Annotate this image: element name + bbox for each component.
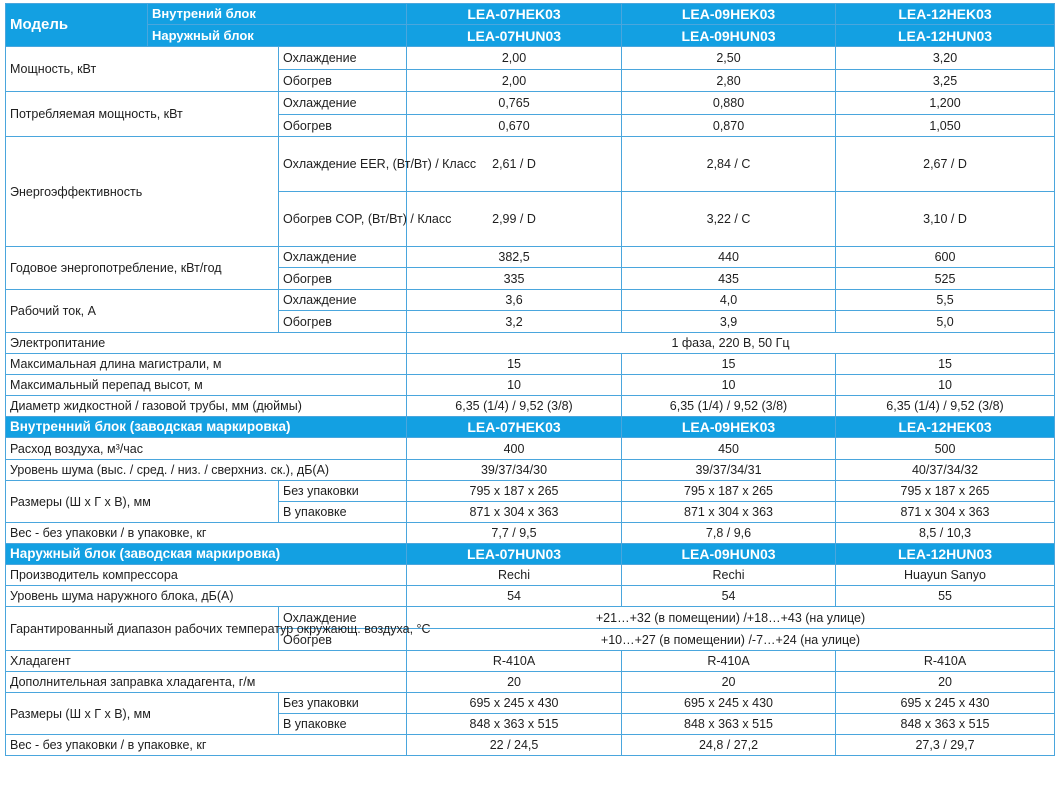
table-row (6, 523, 1055, 544)
current-cooling-1: 3,6 (407, 290, 622, 311)
indoor-section-model-3: LEA-12HEK03 (836, 417, 1055, 438)
efficiency-eer-3: 2,67 / D (836, 137, 1055, 192)
temp-range-cooling: +21…+32 (в помещении) /+18…+43 (на улице) (407, 607, 1055, 629)
efficiency-cop-3: 3,10 / D (836, 192, 1055, 247)
pipe-diameter-2: 6,35 (1/4) / 9,52 (3/8) (622, 396, 836, 417)
outdoor-weight-1: 22 / 24,5 (407, 735, 622, 756)
consumption-heating-3: 1,050 (836, 115, 1055, 137)
current-cooling-3: 5,5 (836, 290, 1055, 311)
efficiency-eer-label: Охлаждение EER, (Вт/Вт) / Класс (279, 137, 407, 192)
indoor-section-label: Внутренний блок (заводская маркировка) (6, 417, 407, 438)
indoor-noise-2: 39/37/34/31 (622, 460, 836, 481)
model-label: Модель (6, 4, 148, 47)
pipe-diameter-3: 6,35 (1/4) / 9,52 (3/8) (836, 396, 1055, 417)
table-row (6, 92, 1055, 115)
airflow-label: Расход воздуха, м³/час (6, 438, 407, 460)
outdoor-weight-label: Вес - без упаковки / в упаковке, кг (6, 735, 407, 756)
refrigerant-3: R-410A (836, 651, 1055, 672)
table-row (6, 735, 1055, 756)
annual-cooling-3: 600 (836, 247, 1055, 268)
outdoor-noise-2: 54 (622, 586, 836, 607)
outdoor-noise-1: 54 (407, 586, 622, 607)
power-cooling-3: 3,20 (836, 47, 1055, 70)
indoor-section-model-1: LEA-07HEK03 (407, 417, 622, 438)
indoor-weight-3: 8,5 / 10,3 (836, 523, 1055, 544)
table-row (6, 396, 1055, 417)
table-row (6, 586, 1055, 607)
outdoor-section-header (6, 544, 1055, 565)
max-height-3: 10 (836, 375, 1055, 396)
outdoor-section-model-2: LEA-09HUN03 (622, 544, 836, 565)
consumption-cooling-label: Охлаждение (279, 92, 407, 115)
outdoor-section-label: Наружный блок (заводская маркировка) (6, 544, 407, 565)
power-heating-1: 2,00 (407, 70, 622, 92)
power-label: Мощность, кВт (6, 47, 279, 92)
annual-cooling-2: 440 (622, 247, 836, 268)
table-row (6, 333, 1055, 354)
temp-range-heating-label: Обогрев (279, 629, 407, 651)
outdoor-weight-3: 27,3 / 29,7 (836, 735, 1055, 756)
outdoor-section-model-3: LEA-12HUN03 (836, 544, 1055, 565)
indoor-size-unpacked-2: 795 x 187 x 265 (622, 481, 836, 502)
temp-range-heating: +10…+27 (в помещении) /-7…+24 (на улице) (407, 629, 1055, 651)
indoor-section-model-2: LEA-09HEK03 (622, 417, 836, 438)
table-row (6, 290, 1055, 311)
extra-charge-1: 20 (407, 672, 622, 693)
consumption-heating-1: 0,670 (407, 115, 622, 137)
outdoor-model-2: LEA-09HUN03 (622, 25, 836, 47)
table-row (6, 137, 1055, 192)
table-row (6, 693, 1055, 714)
outdoor-model-1: LEA-07HUN03 (407, 25, 622, 47)
consumption-heating-2: 0,870 (622, 115, 836, 137)
outdoor-noise-label: Уровень шума наружного блока, дБ(А) (6, 586, 407, 607)
header-row-outdoor (6, 25, 1055, 47)
outdoor-size-packed-2: 848 x 363 x 515 (622, 714, 836, 735)
outdoor-size-unpacked-label: Без упаковки (279, 693, 407, 714)
pipe-diameter-label: Диаметр жидкостной / газовой трубы, мм (дюймы) (6, 396, 407, 417)
annual-heating-label: Обогрев (279, 268, 407, 290)
compressor-3: Huayun Sanyo (836, 565, 1055, 586)
indoor-weight-2: 7,8 / 9,6 (622, 523, 836, 544)
outdoor-size-packed-label: В упаковке (279, 714, 407, 735)
table-row (6, 354, 1055, 375)
power-supply-value: 1 фаза, 220 В, 50 Гц (407, 333, 1055, 354)
spec-table (5, 3, 1055, 756)
consumption-heating-label: Обогрев (279, 115, 407, 137)
header-row-indoor (6, 4, 1055, 25)
table-row (6, 375, 1055, 396)
current-cooling-2: 4,0 (622, 290, 836, 311)
max-length-1: 15 (407, 354, 622, 375)
outdoor-noise-3: 55 (836, 586, 1055, 607)
power-supply-label: Электропитание (6, 333, 407, 354)
table-row (6, 247, 1055, 268)
airflow-3: 500 (836, 438, 1055, 460)
outdoor-section-model-1: LEA-07HUN03 (407, 544, 622, 565)
power-cooling-label: Охлаждение (279, 47, 407, 70)
spec-sheet (5, 3, 1054, 756)
current-heating-1: 3,2 (407, 311, 622, 333)
outdoor-size-packed-1: 848 x 363 x 515 (407, 714, 622, 735)
max-height-label: Максимальный перепад высот, м (6, 375, 407, 396)
indoor-model-1: LEA-07HEK03 (407, 4, 622, 25)
max-height-2: 10 (622, 375, 836, 396)
efficiency-cop-1: 2,99 / D (407, 192, 622, 247)
max-length-label: Максимальная длина магистрали, м (6, 354, 407, 375)
current-cooling-label: Охлаждение (279, 290, 407, 311)
indoor-noise-label: Уровень шума (выс. / сред. / низ. / сверхниз. ск.), дБ(А) (6, 460, 407, 481)
max-height-1: 10 (407, 375, 622, 396)
outdoor-size-unpacked-1: 695 x 245 x 430 (407, 693, 622, 714)
indoor-size-packed-1: 871 x 304 x 363 (407, 502, 622, 523)
table-row (6, 607, 1055, 629)
annual-heating-1: 335 (407, 268, 622, 290)
indoor-size-unpacked-3: 795 x 187 x 265 (836, 481, 1055, 502)
temp-range-label: Гарантированный диапазон рабочих температур окружающ. воздуха, °С (6, 607, 279, 651)
indoor-unit-label: Внутрений блок (148, 4, 407, 25)
temp-range-cooling-label: Охлаждение (279, 607, 407, 629)
outdoor-size-label: Размеры (Ш х Г х В), мм (6, 693, 279, 735)
indoor-size-packed-2: 871 x 304 x 363 (622, 502, 836, 523)
efficiency-eer-2: 2,84 / C (622, 137, 836, 192)
airflow-1: 400 (407, 438, 622, 460)
airflow-2: 450 (622, 438, 836, 460)
outdoor-size-unpacked-3: 695 x 245 x 430 (836, 693, 1055, 714)
indoor-size-unpacked-label: Без упаковки (279, 481, 407, 502)
efficiency-cop-2: 3,22 / C (622, 192, 836, 247)
power-cooling-1: 2,00 (407, 47, 622, 70)
consumption-cooling-1: 0,765 (407, 92, 622, 115)
current-heating-2: 3,9 (622, 311, 836, 333)
table-row (6, 481, 1055, 502)
table-row (6, 565, 1055, 586)
extra-charge-label: Дополнительная заправка хладагента, г/м (6, 672, 407, 693)
power-heating-3: 3,25 (836, 70, 1055, 92)
power-heating-2: 2,80 (622, 70, 836, 92)
outdoor-size-packed-3: 848 x 363 x 515 (836, 714, 1055, 735)
table-row (6, 47, 1055, 70)
indoor-size-label: Размеры (Ш х Г х В), мм (6, 481, 279, 523)
indoor-model-3: LEA-12HEK03 (836, 4, 1055, 25)
indoor-weight-label: Вес - без упаковки / в упаковке, кг (6, 523, 407, 544)
outdoor-weight-2: 24,8 / 27,2 (622, 735, 836, 756)
annual-cooling-label: Охлаждение (279, 247, 407, 268)
table-row (6, 651, 1055, 672)
compressor-1: Rechi (407, 565, 622, 586)
efficiency-label: Энергоэффективность (6, 137, 279, 247)
max-length-2: 15 (622, 354, 836, 375)
annual-heating-3: 525 (836, 268, 1055, 290)
indoor-size-packed-3: 871 x 304 x 363 (836, 502, 1055, 523)
indoor-size-unpacked-1: 795 x 187 x 265 (407, 481, 622, 502)
consumption-label: Потребляемая мощность, кВт (6, 92, 279, 137)
table-row (6, 672, 1055, 693)
extra-charge-3: 20 (836, 672, 1055, 693)
annual-cooling-1: 382,5 (407, 247, 622, 268)
outdoor-unit-label: Наружный блок (148, 25, 407, 47)
outdoor-model-3: LEA-12HUN03 (836, 25, 1055, 47)
max-length-3: 15 (836, 354, 1055, 375)
consumption-cooling-2: 0,880 (622, 92, 836, 115)
consumption-cooling-3: 1,200 (836, 92, 1055, 115)
efficiency-cop-label: Обогрев COP, (Вт/Вт) / Класс (279, 192, 407, 247)
table-row (6, 460, 1055, 481)
compressor-2: Rechi (622, 565, 836, 586)
refrigerant-2: R-410A (622, 651, 836, 672)
efficiency-eer-1: 2,61 / D (407, 137, 622, 192)
indoor-noise-1: 39/37/34/30 (407, 460, 622, 481)
current-label: Рабочий ток, А (6, 290, 279, 333)
indoor-section-header (6, 417, 1055, 438)
power-heating-label: Обогрев (279, 70, 407, 92)
annual-label: Годовое энергопотребление, кВт/год (6, 247, 279, 290)
indoor-model-2: LEA-09HEK03 (622, 4, 836, 25)
annual-heating-2: 435 (622, 268, 836, 290)
current-heating-3: 5,0 (836, 311, 1055, 333)
indoor-noise-3: 40/37/34/32 (836, 460, 1055, 481)
compressor-label: Производитель компрессора (6, 565, 407, 586)
table-row (6, 438, 1055, 460)
refrigerant-1: R-410A (407, 651, 622, 672)
outdoor-size-unpacked-2: 695 x 245 x 430 (622, 693, 836, 714)
extra-charge-2: 20 (622, 672, 836, 693)
pipe-diameter-1: 6,35 (1/4) / 9,52 (3/8) (407, 396, 622, 417)
power-cooling-2: 2,50 (622, 47, 836, 70)
refrigerant-label: Хладагент (6, 651, 407, 672)
indoor-size-packed-label: В упаковке (279, 502, 407, 523)
current-heating-label: Обогрев (279, 311, 407, 333)
indoor-weight-1: 7,7 / 9,5 (407, 523, 622, 544)
